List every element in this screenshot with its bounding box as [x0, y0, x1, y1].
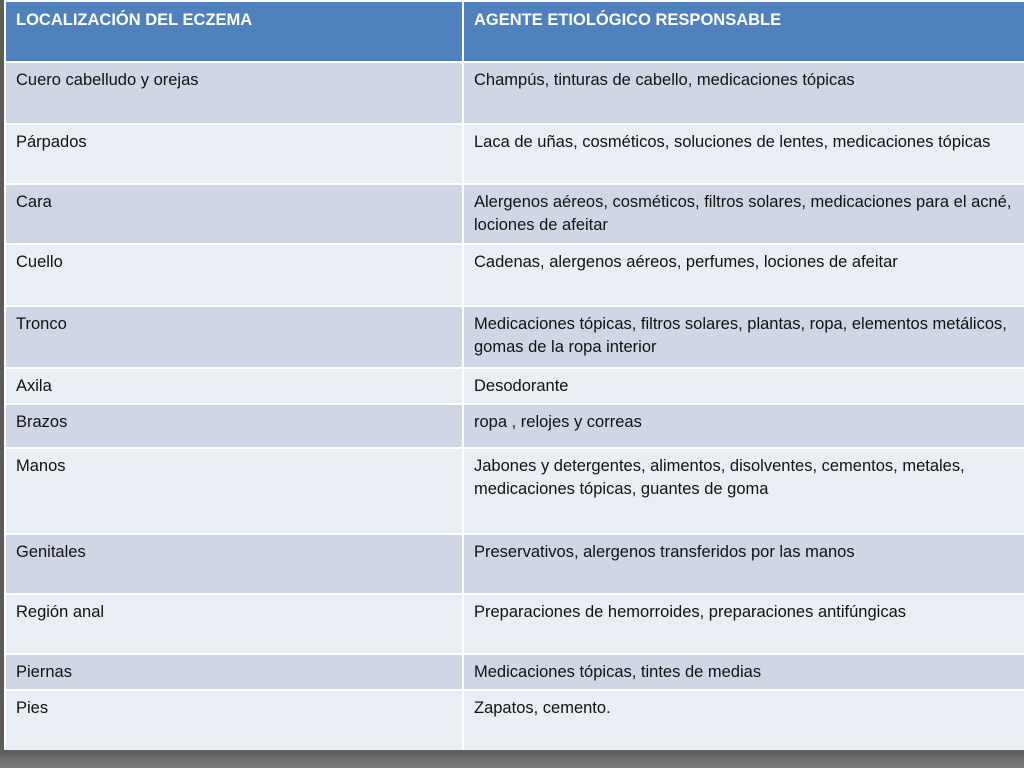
table-container — [4, 0, 1024, 750]
cell-localizacion: Brazos — [5, 404, 463, 448]
cell-agente: Zapatos, cemento. — [463, 690, 1024, 752]
table-row — [5, 654, 1024, 690]
cell-localizacion: Párpados — [5, 124, 463, 184]
table-header-row — [5, 1, 1024, 62]
cell-agente: Medicaciones tópicas, filtros solares, plantas, ropa, elementos metálicos, gomas de la ropa interior — [463, 306, 1024, 368]
cell-localizacion: Pies — [5, 690, 463, 752]
cell-localizacion: Genitales — [5, 534, 463, 594]
table-row — [5, 306, 1024, 368]
eczema-agents-table — [4, 0, 1024, 753]
cell-agente: Cadenas, alergenos aéreos, perfumes, lociones de afeitar — [463, 244, 1024, 306]
cell-localizacion: Región anal — [5, 594, 463, 654]
cell-localizacion: Axila — [5, 368, 463, 404]
cell-agente: Laca de uñas, cosméticos, soluciones de lentes, medicaciones tópicas — [463, 124, 1024, 184]
table-row — [5, 124, 1024, 184]
cell-agente: Alergenos aéreos, cosméticos, filtros solares, medicaciones para el acné, lociones de afeitar — [463, 184, 1024, 244]
cell-agente: ropa , relojes y correas — [463, 404, 1024, 448]
table-row — [5, 448, 1024, 534]
cell-localizacion: Manos — [5, 448, 463, 534]
cell-agente: Desodorante — [463, 368, 1024, 404]
cell-localizacion: Cara — [5, 184, 463, 244]
cell-agente: Preservativos, alergenos transferidos por las manos — [463, 534, 1024, 594]
table-row — [5, 534, 1024, 594]
cell-localizacion: Tronco — [5, 306, 463, 368]
table-row — [5, 244, 1024, 306]
table-row — [5, 594, 1024, 654]
table-row — [5, 404, 1024, 448]
table-row — [5, 184, 1024, 244]
cell-localizacion: Cuero cabelludo y orejas — [5, 62, 463, 124]
table-row — [5, 368, 1024, 404]
cell-localizacion: Cuello — [5, 244, 463, 306]
cell-agente: Medicaciones tópicas, tintes de medias — [463, 654, 1024, 690]
header-localizacion: LOCALIZACIÓN DEL ECZEMA — [5, 1, 463, 62]
cell-agente: Jabones y detergentes, alimentos, disolventes, cementos, metales, medicaciones tópicas, guantes de goma — [463, 448, 1024, 534]
table-row — [5, 62, 1024, 124]
cell-localizacion: Piernas — [5, 654, 463, 690]
cell-agente: Champús, tinturas de cabello, medicaciones tópicas — [463, 62, 1024, 124]
table-row — [5, 690, 1024, 752]
header-agente: AGENTE ETIOLÓGICO RESPONSABLE — [463, 1, 1024, 62]
slide-bottom-bar — [0, 750, 1024, 768]
cell-agente: Preparaciones de hemorroides, preparaciones antifúngicas — [463, 594, 1024, 654]
